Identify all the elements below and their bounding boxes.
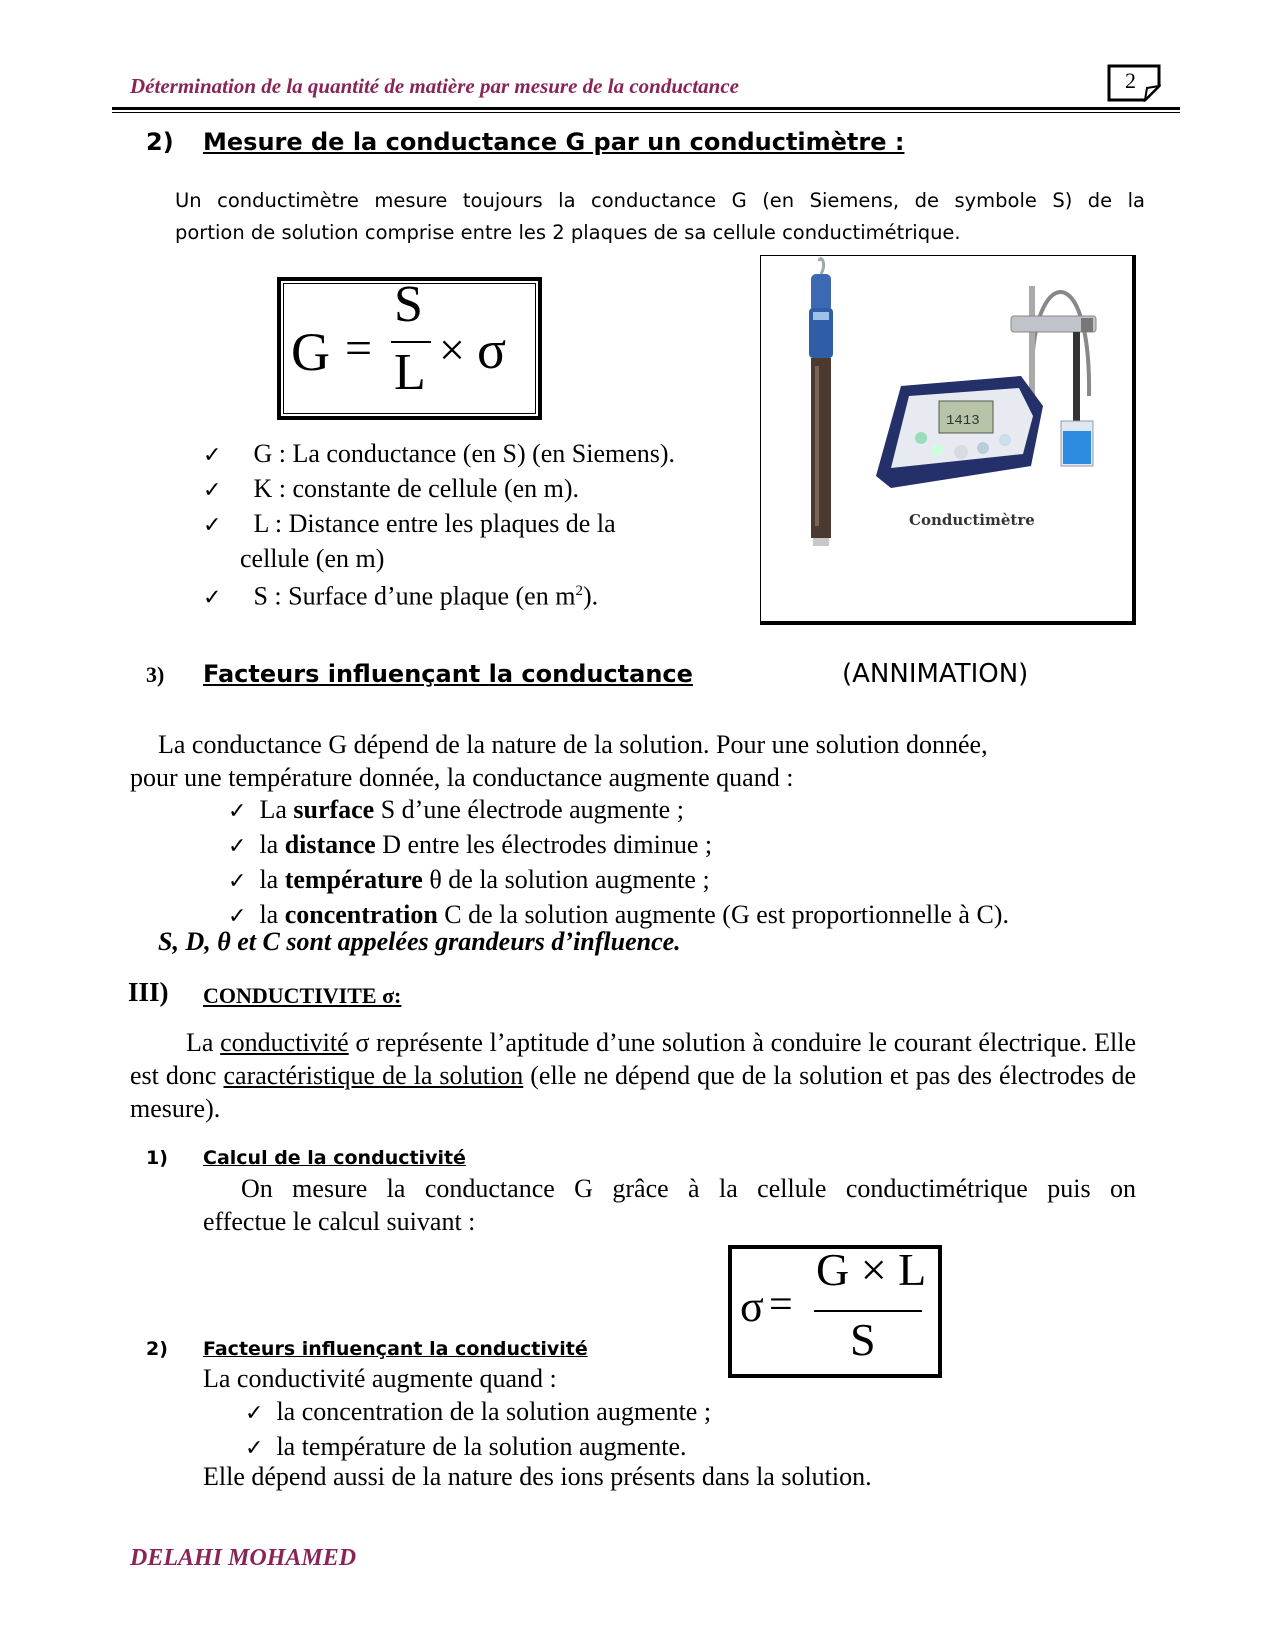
sub1-text	[203, 1172, 1136, 1238]
formula-numerator: S	[394, 276, 423, 333]
section2-intro-line2: portion de solution comprise entre les 2 plaques de sa cellule conductimétrique.	[175, 221, 961, 244]
header-rule-thin	[112, 112, 1180, 113]
sub1-text-line1: On mesure la conductance G grâce à la cellule conductimétrique puis on	[241, 1174, 1136, 1203]
definition-continuation: cellule (en m)	[240, 544, 385, 573]
section2-definitions	[203, 437, 675, 615]
fraction-bar-2	[814, 1310, 922, 1312]
sub2-lead: La conductivité augmente quand :	[203, 1364, 557, 1393]
section2-intro	[175, 185, 1145, 249]
section3-title: Facteurs influençant la conductance	[203, 660, 693, 688]
check-icon: ✓	[245, 1401, 264, 1426]
formula2-sigma: σ	[740, 1282, 764, 1331]
formula-equals: =	[345, 322, 373, 375]
section-iii-title: CONDUCTIVITE σ:	[203, 983, 402, 1008]
check-icon: ✓	[203, 443, 222, 468]
factor-item: ✓ la température θ de la solution augmente ;	[228, 865, 710, 894]
factor-item: ✓ la distance D entre les électrodes diminue ;	[228, 830, 713, 859]
formula2-denominator: S	[850, 1314, 876, 1365]
conductivity-term: conductivité	[220, 1028, 349, 1057]
superscript: 2	[575, 583, 583, 599]
formula-times: ×	[439, 324, 465, 375]
conductimeter-photo	[760, 255, 1136, 625]
check-icon: ✓	[228, 834, 247, 859]
section2-title: Mesure de la conductance G par un conductimètre :	[203, 128, 905, 156]
check-icon: ✓	[228, 799, 247, 824]
section3-para-line2: pour une température donnée, la conductance augmente quand :	[130, 763, 794, 792]
header-title: Détermination de la quantité de matière par mesure de la conductance	[130, 74, 739, 98]
conductimeter-illustration	[761, 256, 1133, 622]
conductivity-factor-item: ✓ la concentration de la solution augmente ;	[245, 1397, 712, 1426]
definition-text: L : Distance entre les plaques de la	[253, 509, 616, 538]
section3-para-line1: La conductance G dépend de la nature de la solution. Pour une solution donnée,	[158, 730, 988, 759]
formula2-equals: =	[769, 1282, 793, 1328]
sub1-text-line2: effectue le calcul suivant :	[203, 1207, 476, 1236]
conductance-formula-box	[277, 277, 542, 420]
definition-text: K : constante de cellule (en m).	[253, 474, 580, 503]
section2-number: 2)	[146, 128, 174, 156]
footer-author: DELAHI MOHAMED	[130, 1545, 357, 1571]
section3-number: 3)	[146, 662, 165, 687]
photo-caption: Conductimètre	[909, 511, 1035, 529]
check-icon: ✓	[228, 904, 247, 929]
check-icon: ✓	[228, 869, 247, 894]
sub2-closing: Elle dépend aussi de la nature des ions présents dans la solution.	[203, 1462, 872, 1491]
conductivity-definition: La conductivité σ représente l’aptitude d’une solution à conduire le courant électrique. Elle est donc caractéristique de la solution (elle ne dépend que de la solution et pas des électrodes de mesure).	[130, 1028, 1137, 1123]
definition-item	[203, 507, 675, 542]
definition-text: G : La conductance (en S) (en Siemens).	[253, 439, 676, 468]
definition-text: S : Surface d’une plaque (en m	[253, 581, 576, 611]
check-icon: ✓	[203, 585, 222, 611]
definition-text-end: ).	[582, 581, 599, 611]
check-icon: ✓	[245, 1436, 264, 1461]
page-number: 2	[1125, 68, 1136, 93]
check-icon: ✓	[203, 478, 222, 503]
page-number-badge	[1107, 64, 1161, 102]
conductivity-factor-item: ✓ la température de la solution augmente.	[245, 1432, 687, 1461]
characteristic-term: caractéristique de la solution	[223, 1061, 524, 1090]
definition-item	[203, 437, 675, 472]
conductivity-formula-box	[728, 1245, 942, 1378]
factor-item: ✓ La surface S d’une électrode augmente ;	[228, 795, 684, 824]
sub2-title: Facteurs influençant la conductivité	[203, 1338, 588, 1360]
section3-factors	[228, 793, 1009, 933]
formula2-numerator: G × L	[816, 1244, 927, 1295]
sub2-number: 2)	[146, 1338, 168, 1360]
definition-item	[203, 472, 675, 507]
sub1-number: 1)	[146, 1147, 168, 1169]
formula-sigma: σ	[477, 320, 507, 380]
sub2-factors	[245, 1395, 711, 1465]
factor-item: ✓ la concentration C de la solution augmente (G est proportionnelle à C).	[228, 900, 1009, 929]
meter-display-text: 1413	[946, 413, 980, 429]
definition-item	[203, 575, 675, 615]
section2-intro-line1: Un conductimètre mesure toujours la conductance G (en Siemens, de symbole S) de la	[175, 189, 1145, 212]
influence-conclusion: S, D, θ et C sont appelées grandeurs d’influence.	[158, 927, 681, 956]
check-icon: ✓	[203, 513, 222, 538]
section3-paragraph	[130, 728, 1090, 794]
sub1-title: Calcul de la conductivité	[203, 1147, 466, 1169]
animation-tag: (ANNIMATION)	[842, 659, 1029, 689]
formula-g: G	[291, 322, 330, 382]
header-rule	[112, 107, 1180, 110]
formula-denominator: L	[394, 344, 426, 401]
section-iii-number: III)	[128, 977, 169, 1007]
